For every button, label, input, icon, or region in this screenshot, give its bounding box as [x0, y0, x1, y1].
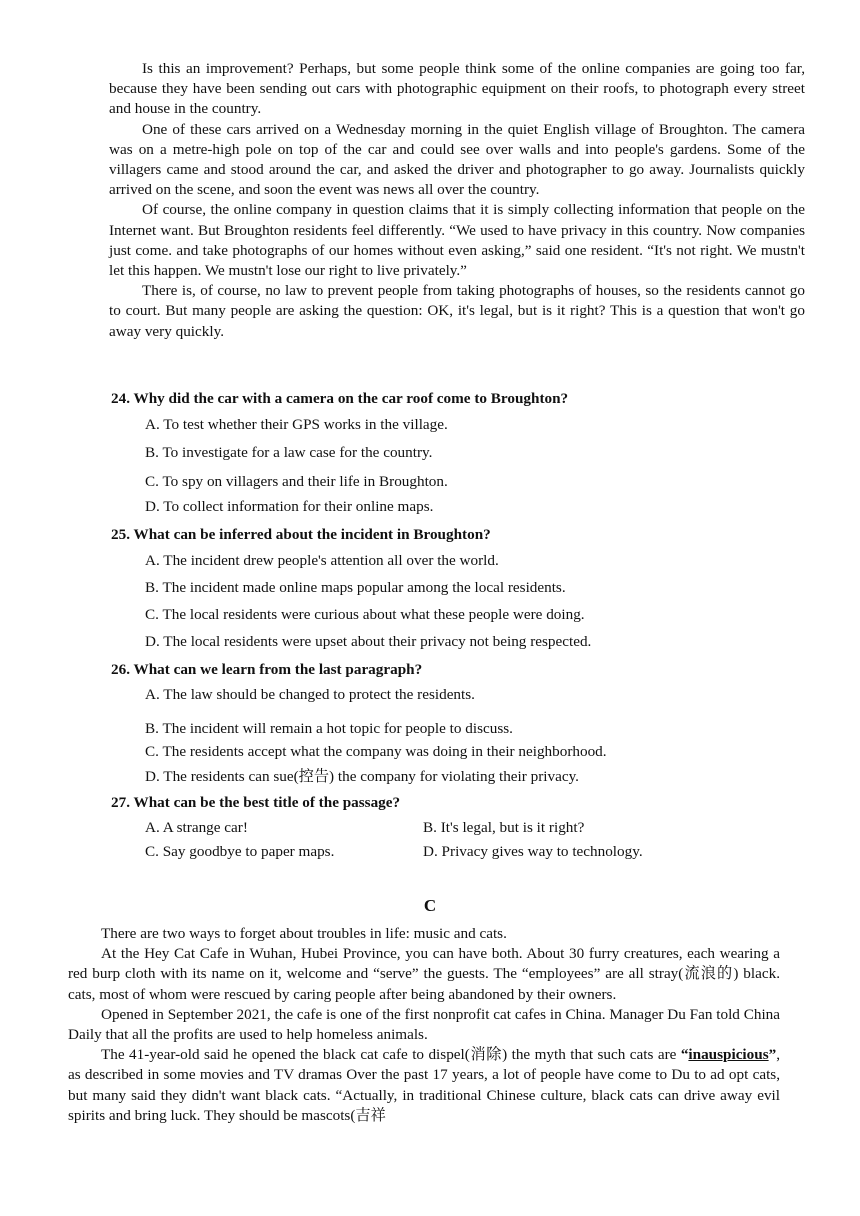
- option-a: A. To test whether their GPS works in the village.: [145, 416, 448, 433]
- underlined-word: inauspicious: [688, 1046, 769, 1064]
- passage-c: [68, 924, 780, 1126]
- passage-b: [109, 59, 805, 342]
- option-c: C. To spy on villagers and their life in Broughton.: [145, 473, 448, 490]
- paragraph: Of course, the online company in question claims that it is simply collecting information that people on the Internet want. But Broughton residents feel differently. “We used to have privacy in this country. Now companies just come. and take photographs of our homes without even asking,” said one resident. “It's not right. We mustn't let this happen. We mustn't lose our right to live privately.”: [109, 201, 805, 280]
- option-a: A. The incident drew people's attention all over the world.: [145, 552, 499, 569]
- option-c: C. Say goodbye to paper maps.: [145, 843, 335, 860]
- paragraph: [68, 1045, 780, 1126]
- paragraph: There are two ways to forget about troubles in life: music and cats.: [101, 925, 507, 942]
- option-b: B. The incident made online maps popular among the local residents.: [145, 579, 566, 596]
- question-title: 24. Why did the car with a camera on the car roof come to Broughton?: [111, 390, 569, 407]
- open-quote: “: [680, 1046, 689, 1064]
- section-heading: C: [423, 896, 437, 915]
- question-title: 25. What can be inferred about the incident in Broughton?: [111, 526, 491, 543]
- option-d: D. Privacy gives way to technology.: [423, 843, 643, 860]
- question-title: 26. What can we learn from the last paragraph?: [111, 661, 423, 678]
- option-c: C. The residents accept what the company was doing in their neighborhood.: [145, 743, 607, 760]
- text-run: , as described in some movies and TV dramas Over the past 17 years, a lot of people have come to Du to ad opt cats, but many said they didn't want black cats. “Actually, in traditional Chinese culture, black cats can drive away evil spirits and bring luck. They should be mascots(吉祥: [68, 1046, 780, 1124]
- option-d: D. To collect information for their online maps.: [145, 498, 434, 515]
- option-b: B. To investigate for a law case for the country.: [145, 444, 433, 461]
- option-a: A. The law should be changed to protect the residents.: [145, 686, 475, 703]
- close-quote: ”: [768, 1046, 777, 1064]
- option-c: C. The local residents were curious about what these people were doing.: [145, 606, 585, 623]
- option-b: B. The incident will remain a hot topic for people to discuss.: [145, 720, 513, 737]
- paragraph: There is, of course, no law to prevent people from taking photographs of houses, so the residents cannot go to court. But many people are asking the question: OK, it's legal, but is it right? This is a question that won't go away very quickly.: [109, 282, 805, 340]
- option-a: A. A strange car!: [145, 819, 248, 836]
- paragraph: Opened in September 2021, the cafe is one of the first nonprofit cat cafes in China. Manager Du Fan told China Daily that all the profits are used to help homeless animals.: [68, 1005, 780, 1044]
- text-run: The 41-year-old said he opened the black cat cafe to dispel(消除) the myth that such cats are: [101, 1046, 681, 1064]
- paragraph: One of these cars arrived on a Wednesday morning in the quiet English village of Broughton. The camera was on a metre-high pole on top of the car and could see over walls and into people's gardens. Some of the villagers came and stood around the car, and asked the driver and photographer to go away. Journalists quickly arrived on the scene, and soon the event was news all over the country.: [109, 120, 805, 199]
- paragraph: At the Hey Cat Cafe in Wuhan, Hubei Province, you can have both. About 30 furry creatures, each wearing a red burp cloth with its name on it, welcome and “serve” the guests. The “employees” are all stray(流浪的) black. cats, most of whom were rescued by caring people after being abandoned by their owners.: [68, 945, 780, 1003]
- option-d: D. The residents can sue(控告) the company for violating their privacy.: [145, 768, 579, 785]
- question-title: 27. What can be the best title of the passage?: [111, 794, 401, 811]
- option-b: B. It's legal, but is it right?: [423, 819, 585, 836]
- option-d: D. The local residents were upset about their privacy not being respected.: [145, 633, 592, 650]
- paragraph: Is this an improvement? Perhaps, but some people think some of the online companies are going too far, because they have been sending out cars with photographic equipment on their roofs, to photograph every street and house in the country.: [109, 60, 805, 118]
